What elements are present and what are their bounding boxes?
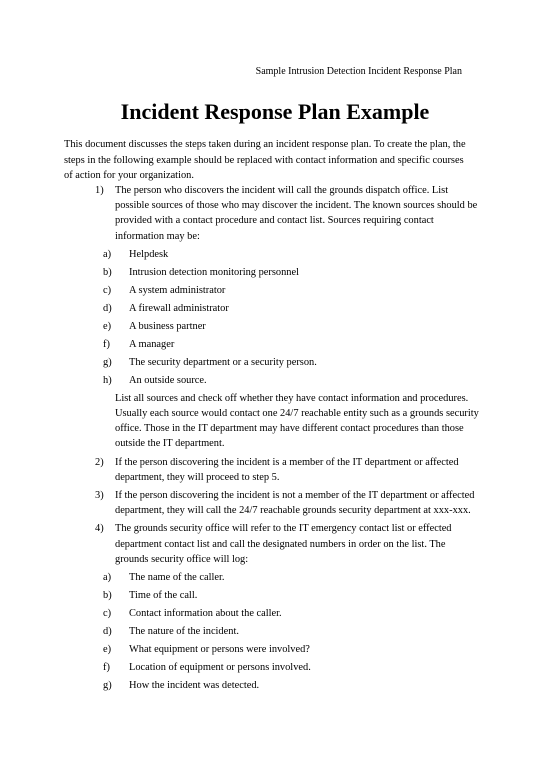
item-text: The name of the caller. xyxy=(129,572,225,584)
list-item xyxy=(103,301,480,316)
source-list xyxy=(103,247,480,388)
item-letter: f) xyxy=(103,338,110,350)
item-letter: c) xyxy=(103,284,112,296)
list-item xyxy=(103,283,480,298)
item-text: Contact information about the caller. xyxy=(129,608,282,620)
list-item xyxy=(103,337,480,352)
list-item xyxy=(103,319,480,334)
list-item xyxy=(103,588,480,603)
list-item xyxy=(103,247,480,262)
item-text: The security department or a security person. xyxy=(129,356,317,368)
item-text: Intrusion detection monitoring personnel xyxy=(129,266,299,278)
item-text: A manager xyxy=(129,338,175,350)
step-number: 2) xyxy=(95,456,104,468)
item-letter: c) xyxy=(103,608,112,620)
step-number: 4) xyxy=(95,523,104,535)
intro-paragraph: This document discusses the steps taken during an incident response plan. To create the plan, the steps in the following example should be replaced with contact information and specific courses of action for your organization. xyxy=(64,139,466,181)
running-header: Sample Intrusion Detection Incident Response Plan xyxy=(255,66,462,77)
step-note: List all sources and check off whether they have contact information and procedures. Usually each source would contact one 24/7 reachable entity such as a grounds security office. Those in the IT department may have different contact procedures than those outside the IT department. xyxy=(115,392,479,450)
item-text: A business partner xyxy=(129,320,206,332)
item-letter: b) xyxy=(103,266,112,278)
log-list xyxy=(103,570,480,693)
step-2 xyxy=(64,455,480,485)
list-item xyxy=(103,606,480,621)
item-letter: g) xyxy=(103,680,112,692)
item-text: A firewall administrator xyxy=(129,302,229,314)
step-number: 3) xyxy=(95,490,104,502)
item-text: How the incident was detected. xyxy=(129,680,260,692)
list-item xyxy=(103,265,480,280)
item-letter: e) xyxy=(103,644,112,656)
item-text: Time of the call. xyxy=(129,590,198,602)
item-text: Location of equipment or persons involved. xyxy=(129,662,311,674)
list-item xyxy=(103,373,480,388)
step-text: The person who discovers the incident will call the grounds dispatch office. List possible sources of those who may discover the incident. The known sources should be provided with a contact procedure and contact list. Sources requiring contact information may be: xyxy=(115,185,478,242)
item-letter: b) xyxy=(103,590,112,602)
list-item xyxy=(103,355,480,370)
item-letter: d) xyxy=(103,302,112,314)
steps-list xyxy=(64,183,480,696)
item-letter: h) xyxy=(103,374,112,386)
list-item xyxy=(103,660,480,675)
item-text: An outside source. xyxy=(129,374,207,386)
item-text: The nature of the incident. xyxy=(129,626,239,638)
page-title: Incident Response Plan Example xyxy=(120,99,430,124)
step-text: If the person discovering the incident is a member of the IT department or affected department, they will proceed to step 5. xyxy=(115,456,459,483)
item-letter: d) xyxy=(103,626,112,638)
item-letter: f) xyxy=(103,662,110,674)
item-letter: g) xyxy=(103,356,112,368)
item-letter: e) xyxy=(103,320,112,332)
list-item xyxy=(103,642,480,657)
list-item xyxy=(103,678,480,693)
list-item xyxy=(103,624,480,639)
step-3 xyxy=(64,488,480,518)
step-number: 1) xyxy=(95,185,104,196)
item-text: What equipment or persons were involved? xyxy=(129,644,310,656)
step-text: If the person discovering the incident is not a member of the IT department or affected department, they will call the 24/7 reachable grounds security department at xxx-xxx. xyxy=(115,490,475,517)
item-text: A system administrator xyxy=(129,284,226,296)
step-text: The grounds security office will refer to the IT emergency contact list or effected department contact list and call the designated numbers in order on the list. The grounds security office will log: xyxy=(115,523,452,565)
item-text: Helpdesk xyxy=(129,248,169,260)
step-1 xyxy=(64,183,480,452)
item-letter: a) xyxy=(103,572,112,584)
step-4 xyxy=(64,521,480,693)
list-item xyxy=(103,570,480,585)
item-letter: a) xyxy=(103,248,112,260)
